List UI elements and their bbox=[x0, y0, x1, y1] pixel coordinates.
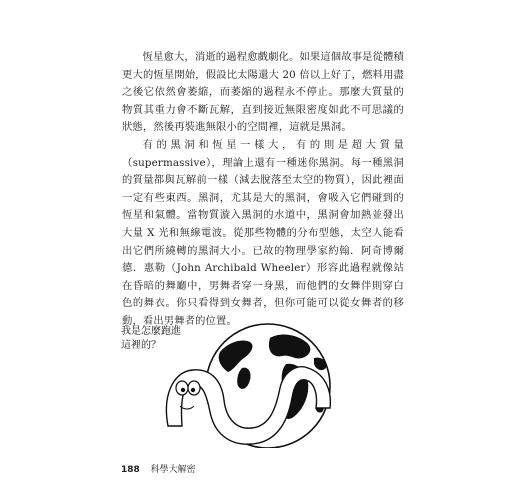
paragraph-2: 有的黑洞和恆星一樣大，有的則是超大質量（supermassive），理論上還有一種迷你黑洞。每一種黑洞的質量都與瓦解前一樣（減去脫落至太空的物質），因此裡面一定有些東西。黑洞，尤其是大的黑洞，會吸入它們碰到的恆星和氣體。當物質漩入黑洞的水道中，黑洞會加熱並發出大量 X 光和無線電波。從那些物體的分布型態，太空人能看出它們所繞轉的黑洞大小。已故的物理學家約翰．阿奇博爾德．惠勒（John Archibald Wheeler）形容此過程就像站在昏暗的舞廳中，男舞者穿一身黑，而他們的女舞伴則穿白色的舞衣。你只看得到女舞者，但你可能可以從女舞者的移動，看出男舞者的位置。 bbox=[122, 138, 404, 327]
speech-bubble-text: 我是怎麼跑進這裡的？ bbox=[121, 326, 181, 351]
body-text bbox=[122, 49, 404, 331]
page-footer bbox=[121, 462, 196, 475]
paragraph-1: 恆星愈大，消逝的過程愈戲劇化。如果這個故事是從體積更大的恆星開始，假設比太陽還大 20 倍以上好了，燃料用盡之後它依然會萎縮，而萎縮的過程永不停止。那麼大質量的物質其重力會不斷瓦解，直到接近無限密度如此不可思議的狀態，然後再裝進無限小的空間裡，這就是黑洞。 bbox=[122, 51, 404, 134]
book-title: 科學大解密 bbox=[150, 465, 196, 475]
page-number: 188 bbox=[121, 465, 140, 475]
